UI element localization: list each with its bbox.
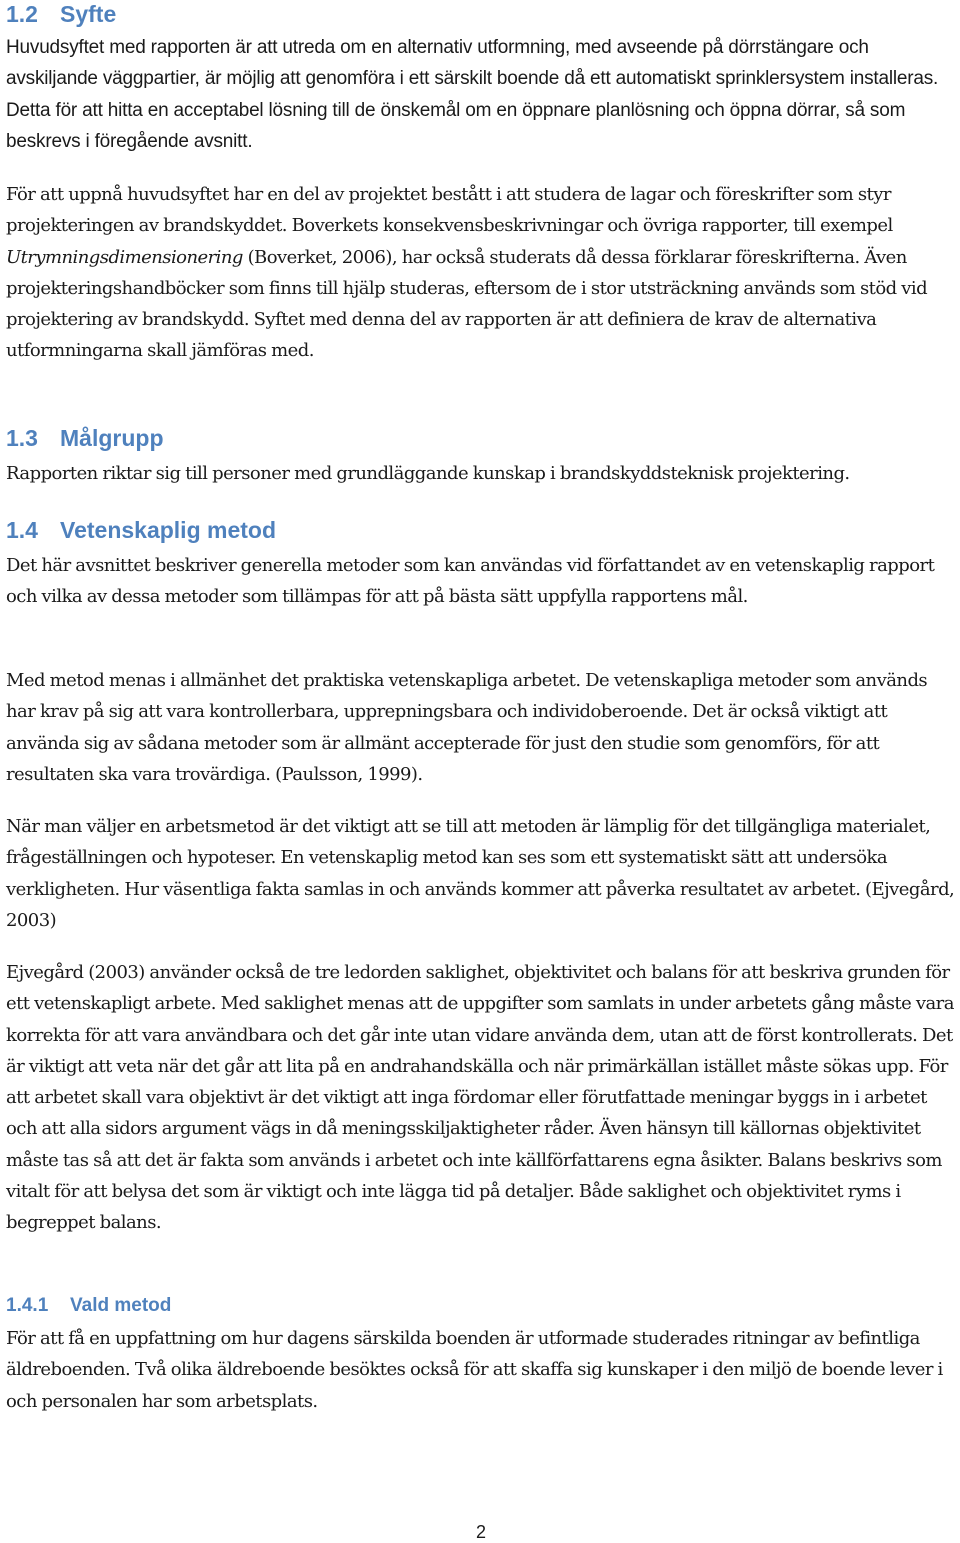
paragraph-text: (Boverket, 2006), har också studerats då dessa förklarar föreskrifterna. Även projekteringshandböcker som finns till hjälp studeras, eftersom de i stor utsträckning används som stöd vid projektering av brandskydd. Syftet med denna del av rapporten är att definiera de krav de alternativa utformningarna skall jämföras med. [6,246,928,362]
heading-number: 1.4.1 [6,1295,49,1316]
heading-vald-metod [6,1294,171,1318]
heading-vetenskaplig-metod [6,516,276,544]
heading-title: Målgrupp [60,425,164,451]
heading-number: 1.3 [6,425,38,451]
heading-title: Vald metod [70,1295,172,1316]
page-number: 2 [476,1522,487,1542]
heading-title: Syfte [60,1,117,27]
paragraph-metod-1: Det här avsnittet beskriver generella metoder som kan användas vid författandet av en vetenskaplig rapport och vilka av dessa metoder som tillämpas för att på bästa sätt uppfylla rapportens mål. [6,555,935,608]
heading-number: 1.2 [6,1,38,27]
heading-malgrupp [6,424,164,452]
paragraph-metod-3: När man väljer en arbetsmetod är det viktigt att se till att metoden är lämplig för det tillgängliga materialet, frågeställningen och hypoteser. En vetenskaplig metod kan ses som ett systematiskt sätt att undersöka verkligheten. Hur väsentliga fakta samlas in och används kommer att påverka resultatet av arbetet. (Ejvegård, 2003) [6,816,955,931]
paragraph-malgrupp: Rapporten riktar sig till personer med grundläggande kunskap i brandskyddsteknisk projektering. [6,463,850,484]
italic-title: Utrymningsdimensionering [6,246,243,268]
heading-syfte [6,0,116,28]
paragraph-vald-metod: För att få en uppfattning om hur dagens särskilda boenden är utformade studerades ritningar av befintliga äldreboenden. Två olika äldreboende besöktes också för att skaffa sig kunskaper i den miljö de boende lever i och personalen har som arbetsplats. [6,1328,943,1412]
paragraph-metod-4: Ejvegård (2003) använder också de tre ledorden saklighet, objektivitet och balans för att beskriva grunden för ett vetenskapligt arbete. Med saklighet menas att de uppgifter som samlats in under arbetets gång måste vara korrekta för att vara användbara och det går inte utan vidare använda dem, utan att de först kontrollerats. Det är viktigt att veta när det går att lita på en andrahandskälla och när primärkällan istället måste sökas upp. För att arbetet skall vara objektivt är det viktigt att inga fördomar eller förutfattade meningar byggs in i arbetet och att alla sidors argument vägs in då meningsskiljaktigheter råder. Även hänsyn till källornas objektivitet måste tas så att det är fakta som används i arbetet och inte källförfattarens egna åsikter. Balans beskrivs som vitalt för att belysa det som är viktigt och inte lägga tid på detaljer. Både saklighet och objektivitet ryms i begreppet balans. [6,962,954,1234]
heading-number: 1.4 [6,517,38,543]
paragraph-text: För att uppnå huvudsyftet har en del av projektet bestått i att studera de lagar och föreskrifter som styr projekteringen av brandskyddet. Boverkets konsekvensbeskrivningar och övriga rapporter, till exempel [6,184,893,237]
paragraph-metod-2: Med metod menas i allmänhet det praktiska vetenskapliga arbetet. De vetenskapliga metoder som används har krav på sig att vara kontrollerbara, upprepningsbara och individoberoende. Det är också viktigt att använda sig av sådana metoder som är allmänt accepterade för just den studie som genomförs, för att resultaten ska vara trovärdiga. (Paulsson, 1999). [6,670,928,785]
paragraph-syfte-2 [6,179,956,367]
heading-title: Vetenskaplig metod [60,517,277,543]
paragraph-syfte-1: Huvudsyftet med rapporten är att utreda om en alternativ utformning, med avseende på dörrstängare och avskiljande väggpartier, är möjlig att genomföra i ett särskilt boende då ett automatiskt sprinklersystem installeras. Detta för att hitta en acceptabel lösning till de önskemål om en öppnare planlösning och öppna dörrar, så som beskrevs i föregående avsnitt. [6,37,939,152]
